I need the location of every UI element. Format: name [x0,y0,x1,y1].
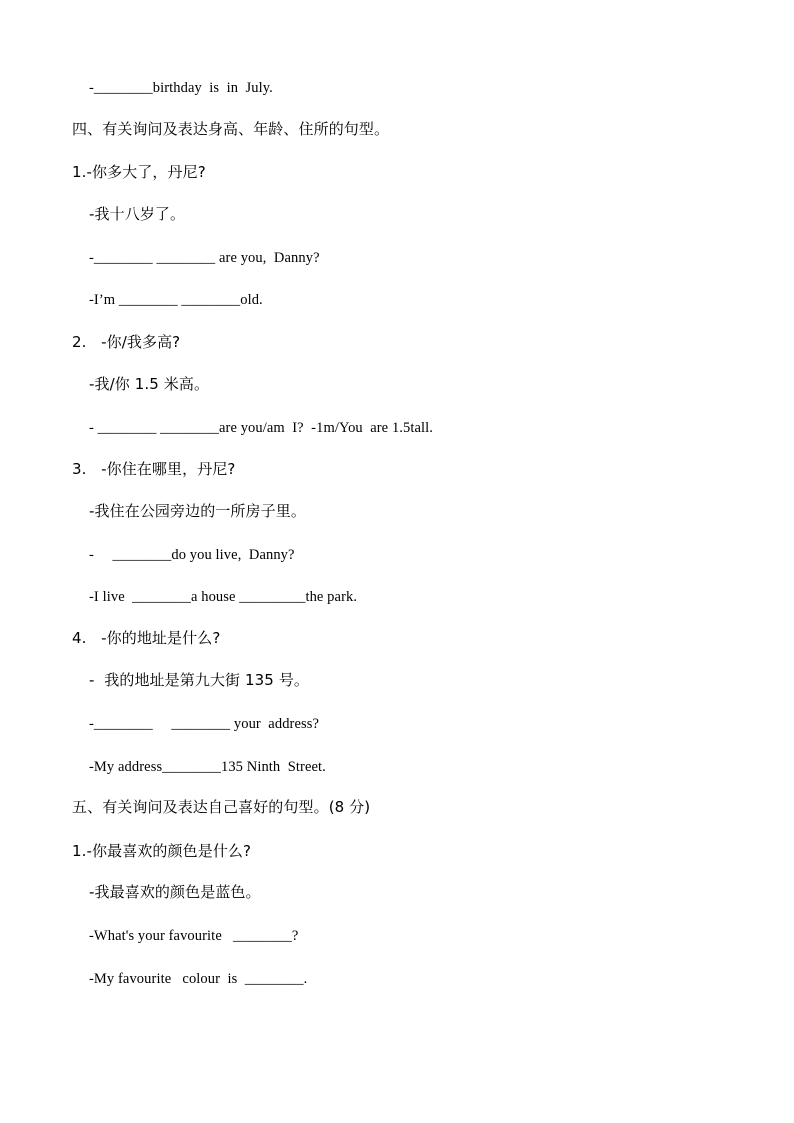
question-1-blank-1: -________ ________ are you, Danny? [89,250,320,266]
question-1-blank-2: -I’m ________ ________old. [89,292,263,308]
section-5-question-1-blank-2: -My favourite colour is ________. [89,971,308,987]
question-3-blank-2: -I live ________a house _________the park. [89,589,358,605]
question-1-prompt: 1.-你多大了，丹尼? [72,163,206,181]
question-2-blank-1: - ________ ________are you/am I? -1m/You are 1.5tall. [89,420,434,436]
question-3-blank-1: - ________do you live, Danny? [89,547,295,563]
question-3-answer-cn: -我住在公园旁边的一所房子里。 [89,502,306,520]
question-2-prompt: 2. -你/我多高? [72,333,181,351]
question-4-blank-1: -________ ________ your address? [89,716,320,732]
section-5-question-1-blank-1: -What's your favourite ________? [89,928,299,944]
section-5-heading: 五、有关询问及表达自己喜好的句型。(8 分) [72,798,371,816]
section-4-heading: 四、有关询问及表达身高、年龄、住所的句型。 [72,120,390,138]
birthday-answer-line: -________birthday is in July. [89,80,273,96]
question-4-blank-2: -My address________135 Ninth Street. [89,759,326,775]
question-4-answer-cn: - 我的地址是第九大街 135 号。 [89,671,310,689]
question-1-answer-cn: -我十八岁了。 [89,205,186,223]
section-5-question-1-prompt: 1.-你最喜欢的颜色是什么? [72,842,252,860]
question-4-prompt: 4. -你的地址是什么? [72,629,221,647]
question-3-prompt: 3. -你住在哪里，丹尼? [72,460,236,478]
question-2-answer-cn: -我/你 1.5 米高。 [89,375,210,393]
section-5-question-1-answer-cn: -我最喜欢的颜色是蓝色。 [89,883,261,901]
